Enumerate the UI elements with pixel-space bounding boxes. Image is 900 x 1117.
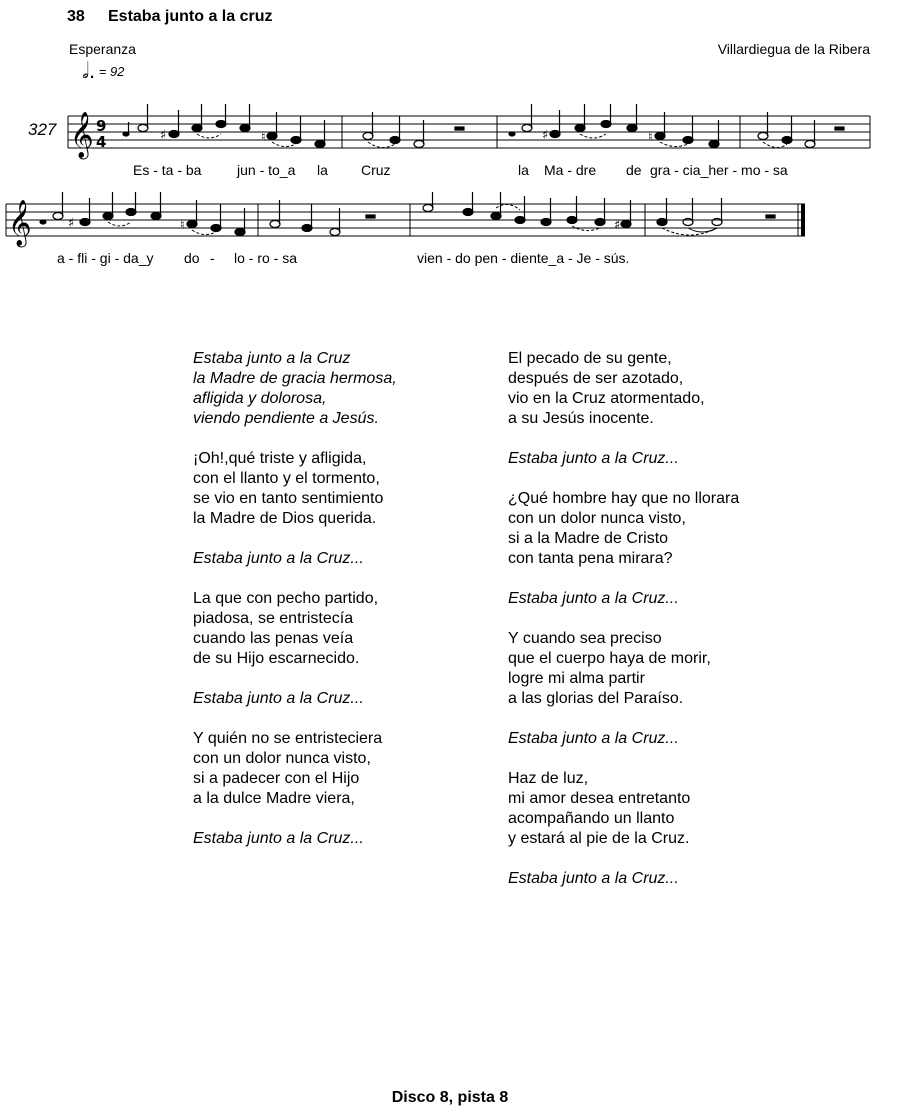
- refrain-stanza: [508, 869, 739, 889]
- verse-stanza: [508, 769, 739, 849]
- poem-line: Haz de luz,: [508, 770, 589, 787]
- lyric-6: Ma - dre: [544, 162, 597, 178]
- poem-line: vio en la Cruz atormentado,: [508, 390, 705, 407]
- poem-line: acompañando un llanto: [508, 810, 675, 827]
- treble-clef-icon: 𝄞: [70, 112, 94, 158]
- poem-line: a las glorias del Paraíso.: [508, 690, 684, 707]
- poem-right-column: [508, 349, 739, 909]
- poem-line: se vio en tanto sentimiento: [193, 490, 384, 507]
- origin-left: Esperanza: [69, 41, 136, 57]
- song-number: 38: [67, 8, 85, 25]
- refrain-stanza: [193, 349, 397, 429]
- lyric-12: lo - ro - sa: [234, 250, 298, 266]
- poem-line: Y cuando sea preciso: [508, 630, 662, 647]
- refrain-stanza: [508, 589, 739, 609]
- time-signature: 9: [96, 117, 107, 135]
- poem-line: con el llanto y el tormento,: [193, 470, 380, 487]
- poem-left-column: [193, 349, 397, 869]
- poem-line: ¡Oh!,qué triste y afligida,: [193, 450, 367, 467]
- lyric-5: la: [518, 162, 529, 178]
- poem-line: afligida y dolorosa,: [193, 390, 327, 407]
- poem-line: a la dulce Madre viera,: [193, 790, 355, 807]
- poem-line: viendo pendiente a Jesús.: [193, 410, 379, 427]
- svg-text:♯: ♯: [68, 216, 75, 231]
- origin-right: Villardiegua de la Ribera: [717, 41, 870, 57]
- poem-line: ¿Qué hombre hay que no llorara: [508, 490, 740, 507]
- refrain-stanza: [508, 729, 739, 749]
- poem-line: con un dolor nunca visto,: [508, 510, 686, 527]
- poem-line: si a padecer con el Hijo: [193, 770, 360, 787]
- verse-stanza: [508, 629, 739, 709]
- poem-line: de su Hijo escarnecido.: [193, 650, 360, 667]
- poem-line: a su Jesús inocente.: [508, 410, 654, 427]
- poem-line: la Madre de Dios querida.: [193, 510, 377, 527]
- refrain-stanza: [193, 549, 397, 569]
- tempo-value: = 92: [98, 64, 125, 79]
- poem-line: y estará al pie de la Cruz.: [508, 830, 690, 847]
- refrain-stanza: [193, 829, 397, 849]
- poem-line: logre mi alma partir: [508, 670, 645, 687]
- verse-stanza: [193, 729, 397, 809]
- lyric-11: -: [210, 250, 215, 266]
- lyric-1: Es - ta - ba: [133, 162, 202, 178]
- verse-stanza: [508, 489, 739, 569]
- tempo-marking: [82, 58, 124, 84]
- poem-line: Y quién no se entristeciera: [193, 730, 383, 747]
- poem-line: Estaba junto a la Cruz...: [508, 730, 679, 747]
- poem-line: mi amor desea entretanto: [508, 790, 691, 807]
- refrain-stanza: [508, 449, 739, 469]
- measure-number: 327: [28, 120, 57, 139]
- svg-text:♮: ♮: [180, 218, 185, 233]
- poem-line: La que con pecho partido,: [193, 590, 379, 607]
- svg-text:♯: ♯: [614, 218, 621, 233]
- poem-line: Estaba junto a la Cruz...: [508, 870, 679, 887]
- svg-text:♮: ♮: [648, 130, 653, 145]
- staff-line-1: [0, 104, 900, 164]
- poem-line: Estaba junto a la Cruz...: [508, 450, 679, 467]
- poem-line: la Madre de gracia hermosa,: [193, 370, 397, 387]
- poem-line: piadosa, se entristecía: [193, 610, 354, 627]
- svg-text:♯: ♯: [160, 128, 167, 143]
- poem-line: con un dolor nunca visto,: [193, 750, 371, 767]
- poem-line: con tanta pena mirara?: [508, 550, 673, 567]
- poem-line: Estaba junto a la Cruz: [193, 350, 351, 367]
- dotted-half-note-icon: 𝅗𝅥.: [82, 58, 96, 83]
- poem-line: Estaba junto a la Cruz...: [508, 590, 679, 607]
- lyric-3: la: [317, 162, 328, 178]
- svg-text:♮: ♮: [261, 130, 266, 145]
- poem-line: después de ser azotado,: [508, 370, 684, 387]
- refrain-stanza: [193, 689, 397, 709]
- lyric-10: do: [184, 250, 200, 266]
- svg-text:4: 4: [96, 133, 107, 151]
- verse-stanza: [193, 449, 397, 529]
- poem-line: Estaba junto a la Cruz...: [193, 830, 364, 847]
- lyric-2: jun - to_a: [237, 162, 296, 178]
- staff-line-2: [0, 192, 900, 252]
- poem-line: cuando las penas veía: [193, 630, 354, 647]
- lyric-7: de: [626, 162, 642, 178]
- treble-clef-icon-2: 𝄞: [8, 200, 32, 246]
- song-title: Estaba junto a la cruz: [108, 8, 273, 25]
- lyric-13: vien - do pen - diente_a - Je - sús.: [417, 250, 630, 266]
- poem-line: que el cuerpo haya de morir,: [508, 650, 711, 667]
- poem-line: Estaba junto a la Cruz...: [193, 550, 364, 567]
- poem-line: El pecado de su gente,: [508, 350, 672, 367]
- lyric-8: gra - cia_her - mo - sa: [650, 162, 788, 178]
- svg-text:♯: ♯: [542, 128, 549, 143]
- poem-line: Estaba junto a la Cruz...: [193, 690, 364, 707]
- lyric-9: a - fli - gi - da_y: [57, 250, 154, 266]
- footer-track: Disco 8, pista 8: [391, 1089, 509, 1106]
- lyric-4: Cruz: [361, 162, 391, 178]
- poem-line: si a la Madre de Cristo: [508, 530, 669, 547]
- verse-stanza: [508, 349, 739, 429]
- verse-stanza: [193, 589, 397, 669]
